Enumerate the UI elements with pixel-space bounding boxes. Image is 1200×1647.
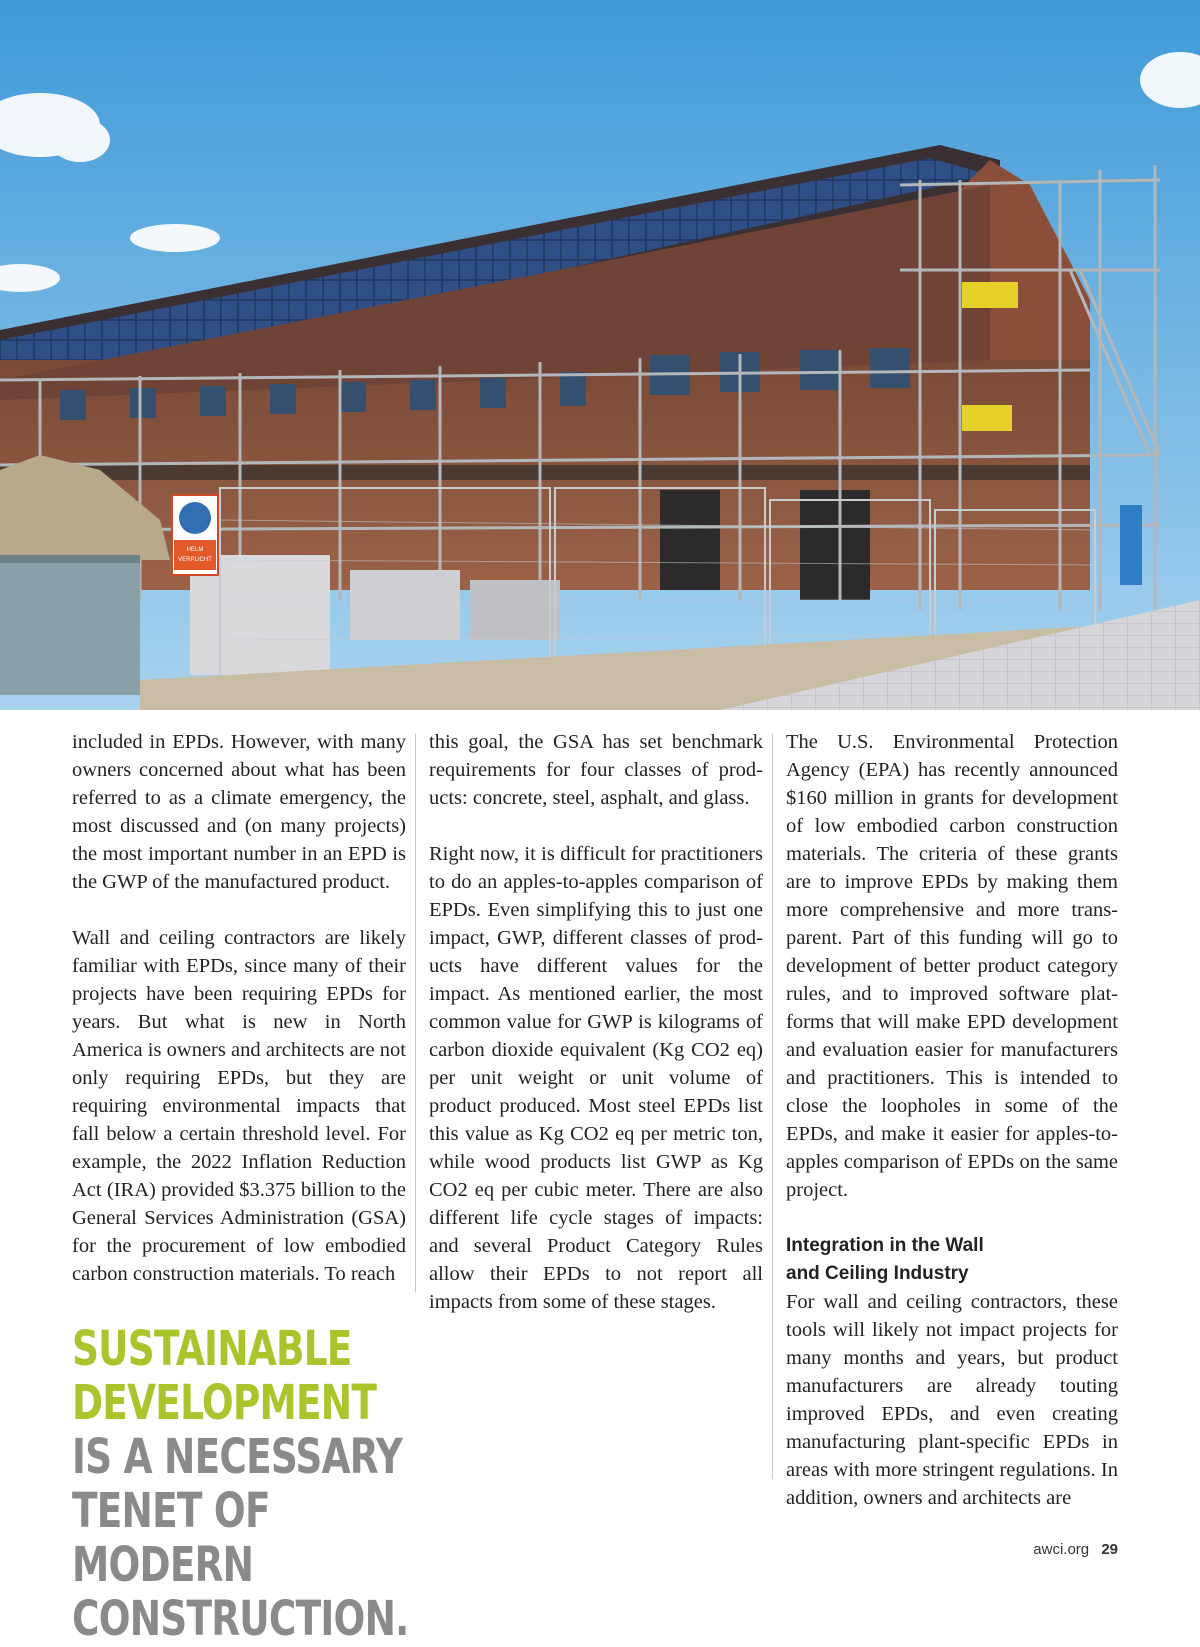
site-url: awci.org	[1033, 1541, 1090, 1558]
body-paragraph: Right now, it is difficult for practitioners to do an apples-to-apples comparison of EPDs. Even simplifying this to just one impact, GWP, different classes of products have different values for the impact. As mentioned earlier, the most common value for GWP is kilograms of carbon dioxide equivalent (Kg CO2 eq) per unit weight or unit volume of product produced. Most steel EPDs list this value as Kg CO2 eq per metric ton, while wood products list GWP as Kg CO2 eq per cubic meter. There are also different life cycle stages of impacts: and several Product Category Rules allow their EPDs to not report all impacts from some of these stages.	[429, 843, 763, 1313]
body-paragraph: The U.S. Environmental Protection Agency (EPA) has recently announced $160 million in grants for development of low embodied carbon construction materials. The criteria of these grants are to improve EPDs by making them more comprehensive and more transparent. Part of this funding will go to development of better product category rules, and to improved software platforms that will make EPD development and evaluation easier for manufacturers and practitioners. This is intended to close the loopholes in some of the EPDs, and make it easier for apples-to-apples comparison of EPDs on the same project.	[786, 731, 1118, 1201]
sign-text-line2: VERPLICHT	[178, 557, 212, 563]
pull-quote-line: IS A NECESSARY TENET OF	[72, 1429, 403, 1539]
column-divider	[772, 734, 773, 1479]
article-column-2	[429, 728, 763, 1316]
pull-quote	[72, 1322, 509, 1646]
subhead-line: and Ceiling Industry	[786, 1263, 969, 1284]
body-paragraph: For wall and ceiling contractors, these tools will likely not impact projects for many months and years, but product manufacturers are already touting improved EPDs, and even creating manufacturing plant-specific EPDs in areas with more stringent regulations. In addition, owners and architects are	[786, 1291, 1118, 1509]
sign-text-line1: HELM	[186, 547, 204, 553]
hero-photo	[0, 0, 1200, 710]
construction-site-image	[0, 0, 1200, 710]
pull-quote-line: SUSTAINABLE DEVELOPMENT	[72, 1321, 377, 1431]
column-divider	[415, 734, 416, 1292]
body-paragraph: included in EPDs. However, with many owners concerned about what has been referred to as a climate emergency, the most discussed and (on many projects) the most important number in an EPD is the GWP of the manufactured product.	[72, 731, 406, 893]
body-paragraph: this goal, the GSA has set benchmark requirements for four classes of products: concrete, steel, asphalt, and glass.	[429, 731, 763, 809]
subhead-line: Integration in the Wall	[786, 1235, 984, 1256]
section-subhead	[786, 1232, 1118, 1288]
page-number: 29	[1101, 1541, 1118, 1558]
body-paragraph: Wall and ceiling contractors are likely familiar with EPDs, since many of their projects have been requiring EPDs for years. But what is new in North America is owners and architects are not only requiring EPDs, but they are requiring environmental impacts that fall below a certain threshold level. For example, the 2022 Inflation Reduction Act (IRA) provided $3.375 billion to the General Services Administration (GSA) for the procurement of low embodied carbon construction materials. To reach	[72, 927, 406, 1285]
article-column-3	[786, 728, 1118, 1512]
page-footer	[1033, 1541, 1118, 1558]
article-column-1	[72, 728, 406, 1288]
pull-quote-line: MODERN CONSTRUCTION.	[72, 1537, 409, 1647]
